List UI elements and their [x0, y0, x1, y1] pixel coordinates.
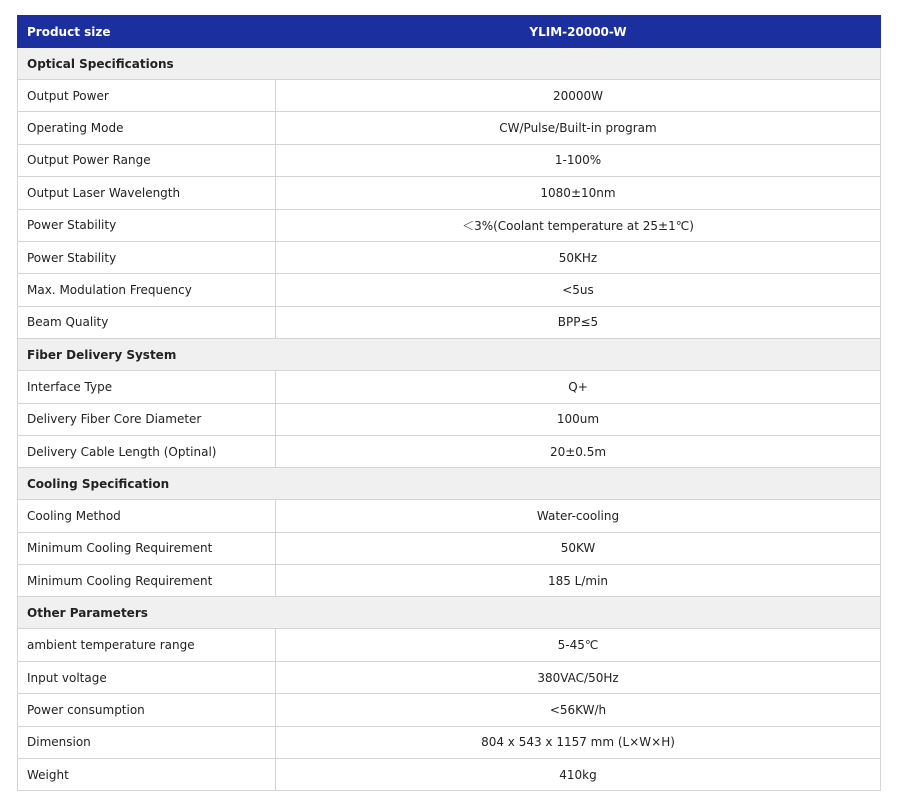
spec-key: Output Power — [18, 80, 276, 112]
spec-value: <56KW/h — [276, 694, 881, 726]
header-label: Product size — [18, 16, 276, 48]
spec-key: Minimum Cooling Requirement — [18, 532, 276, 564]
spec-key: Beam Quality — [18, 306, 276, 338]
spec-key: Operating Mode — [18, 112, 276, 144]
spec-key: Dimension — [18, 726, 276, 758]
table-row — [18, 241, 881, 273]
spec-value: 50KW — [276, 532, 881, 564]
spec-key: Weight — [18, 759, 276, 791]
table-row — [18, 144, 881, 176]
spec-key: Minimum Cooling Requirement — [18, 565, 276, 597]
spec-key: Output Power Range — [18, 144, 276, 176]
section-title: Cooling Specification — [18, 468, 881, 500]
spec-key: Interface Type — [18, 371, 276, 403]
table-row — [18, 306, 881, 338]
table-row — [18, 112, 881, 144]
spec-value: 20000W — [276, 80, 881, 112]
spec-value: Water-cooling — [276, 500, 881, 532]
table-row — [18, 759, 881, 791]
table-row — [18, 629, 881, 661]
spec-value: BPP≤5 — [276, 306, 881, 338]
header-model: YLIM-20000-W — [276, 16, 881, 48]
spec-value: Q+ — [276, 371, 881, 403]
section-title: Other Parameters — [18, 597, 881, 629]
spec-value: 20±0.5m — [276, 435, 881, 467]
table-row — [18, 80, 881, 112]
spec-key: ambient temperature range — [18, 629, 276, 661]
spec-table — [17, 15, 881, 791]
table-row — [18, 274, 881, 306]
table-row — [18, 403, 881, 435]
spec-value: 1-100% — [276, 144, 881, 176]
spec-table-container — [17, 15, 881, 791]
table-row — [18, 726, 881, 758]
table-row — [18, 435, 881, 467]
section-title: Fiber Delivery System — [18, 339, 881, 371]
spec-value: 50KHz — [276, 241, 881, 273]
section-header-row — [18, 48, 881, 80]
table-header-row — [18, 16, 881, 48]
spec-value: 185 L/min — [276, 565, 881, 597]
spec-value: 410kg — [276, 759, 881, 791]
table-row — [18, 177, 881, 209]
spec-key: Power Stability — [18, 209, 276, 241]
spec-key: Max. Modulation Frequency — [18, 274, 276, 306]
section-title: Optical Specifications — [18, 48, 881, 80]
spec-key: Input voltage — [18, 661, 276, 693]
spec-value: 100um — [276, 403, 881, 435]
spec-value: 380VAC/50Hz — [276, 661, 881, 693]
spec-value: CW/Pulse/Built-in program — [276, 112, 881, 144]
table-row — [18, 371, 881, 403]
section-header-row — [18, 468, 881, 500]
spec-key: Power consumption — [18, 694, 276, 726]
table-row — [18, 661, 881, 693]
table-row — [18, 694, 881, 726]
spec-value: ＜3%(Coolant temperature at 25±1℃) — [276, 209, 881, 241]
spec-key: Cooling Method — [18, 500, 276, 532]
spec-value: 1080±10nm — [276, 177, 881, 209]
section-header-row — [18, 597, 881, 629]
table-row — [18, 209, 881, 241]
table-row — [18, 532, 881, 564]
spec-key: Delivery Fiber Core Diameter — [18, 403, 276, 435]
spec-table-body — [18, 16, 881, 791]
spec-value: 804 x 543 x 1157 mm (L×W×H) — [276, 726, 881, 758]
spec-key: Output Laser Wavelength — [18, 177, 276, 209]
spec-key: Power Stability — [18, 241, 276, 273]
table-row — [18, 565, 881, 597]
table-row — [18, 500, 881, 532]
spec-value: <5us — [276, 274, 881, 306]
section-header-row — [18, 339, 881, 371]
spec-value: 5-45℃ — [276, 629, 881, 661]
spec-key: Delivery Cable Length (Optinal) — [18, 435, 276, 467]
